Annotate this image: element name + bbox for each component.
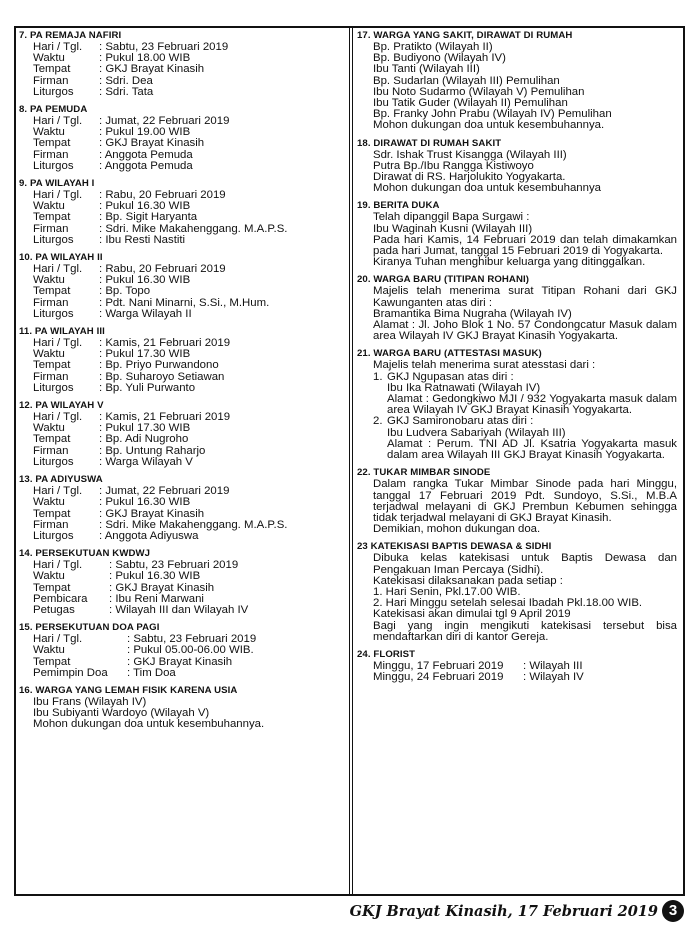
section-s14 [19,548,345,616]
row-label: Hari / Tgl. [33,263,83,276]
row-label: Minggu, 24 Februari 2019 [373,671,504,684]
row-label: Firman [33,444,69,457]
row-value: : Rabu, 20 Februari 2019 [99,263,226,276]
row-label: Hari / Tgl. [33,41,83,53]
row-label: Tempat [33,359,71,372]
schedule-row [19,64,345,75]
row-label: Liturgos [33,85,74,98]
section-s22-title: 22. TUKAR MIMBAR SINODE [357,467,491,479]
row-value: : Pukul 16.30 WIB [99,274,191,287]
text-line: Bp. Budiyono (Wilayah IV) [373,52,506,65]
row-label: Liturgos [33,307,74,320]
paragraph: Katekisasi akan dimulai tgl 9 April 2019 [373,608,571,621]
left-column [19,30,345,737]
row-value: : Pukul 16.30 WIB [99,496,191,509]
paragraph: Ibu Waginah Kusni (Wilayah III) [373,222,533,235]
text-line: Ibu Tatik Guder (Wilayah II) Pemulihan [373,97,568,110]
section-s19-title: 19. BERITA DUKA [357,200,440,212]
row-value: : Bp. Sigit Haryanta [99,211,198,224]
section-s20-title: 20. WARGA BARU (TITIPAN ROHANI) [357,274,530,286]
schedule-row [19,309,345,320]
row-value: : Pukul 18.00 WIB [99,52,191,65]
section-s24-title: 24. FLORIST [357,648,416,660]
row-value: : Bp. Yuli Purwanto [99,381,196,394]
schedule-row [19,360,345,371]
row-value: : Pdt. Nani Minarni, S.Si., M.Hum. [99,296,270,309]
schedule-row [19,497,345,508]
row-value: : Sdri. Mike Makahenggang. M.A.P.S. [99,222,288,235]
section-s10 [19,252,345,320]
schedule-row [19,138,345,149]
row-label: Firman [33,518,69,531]
row-value: : Rabu, 20 Februari 2019 [99,189,226,202]
row-label: Waktu [33,570,65,583]
row-value: : Jumat, 22 Februari 2019 [99,485,230,498]
row-label: Tempat [33,655,71,668]
text-line: Bp. Pratikto (Wilayah II) [373,41,493,53]
row-label: Pembicara [33,592,88,605]
section-s14-title: 14. PERSEKUTUAN KWDWJ [19,548,151,560]
paragraph: Dalam rangka Tukar Mimbar Sinode pada hari Minggu, tanggal 17 Februari 2019 Pdt. Sundoyo, S.Si., M.B.A terjadwal melayani di GKJ Prembun Kebumen sehingga tidak terjadwal melayani di GKJ Brayat Kinasih. [373,478,677,524]
row-value: : GKJ Brayat Kinasih [99,507,205,520]
item-line: Alamat : Gedongkiwo MJI / 932 Yogyakarta masuk dalam area Wilayah IV GKJ Brayat Kinasih Yogyakarta. [387,393,677,417]
row-label: Waktu [33,200,65,213]
row-label: Liturgos [33,233,74,246]
row-value: : Kamis, 21 Februari 2019 [99,411,231,424]
row-label: Waktu [33,422,65,435]
paragraph: 2. Hari Minggu setelah selesai Ibadah Pkl.18.00 WIB. [373,597,643,610]
item-number: 2. [373,415,383,428]
row-label: Tempat [33,211,71,224]
row-label: Hari / Tgl. [33,411,83,424]
schedule-row [19,571,345,582]
paragraph: Bagi yang ingin mengikuti katekisasi tersebut bisa mendaftarkan diri di kantor Gereja. [373,619,677,643]
paragraph: Majelis telah menerima surat Titipan Rohani dari GKJ Kawunganten atas diri : [373,285,677,309]
schedule-row [19,161,345,172]
text-line: Bp. Sudarlan (Wilayah III) Pemulihan [373,74,560,87]
section-s24 [357,649,677,683]
text-line: Ibu Noto Sudarmo (Wilayah V) Pemulihan [373,85,585,98]
row-label: Firman [33,148,69,161]
section-s13 [19,474,345,542]
row-value: : Ibu Resti Nastiti [99,233,186,246]
section-s12-title: 12. PA WILAYAH V [19,400,104,412]
row-label: Tempat [33,433,71,446]
row-label: Hari / Tgl. [33,115,83,128]
schedule-row [19,645,345,656]
column-divider [349,26,353,896]
row-label: Tempat [33,63,71,76]
row-value: : Anggota Pemuda [99,159,193,172]
item-head: GKJ Samironobaru atas diri : [387,415,534,428]
text-line: Ibu Tanti (Wilayah III) [373,63,480,76]
schedule-row [19,531,345,542]
section-s16-title: 16. WARGA YANG LEMAH FISIK KARENA USIA [19,684,238,696]
schedule-row [19,212,345,223]
row-value: : GKJ Brayat Kinasih [127,655,233,668]
item-body [387,416,677,461]
row-label: Tempat [33,581,71,594]
row-label: Firman [33,296,69,309]
schedule-row [19,605,345,616]
section-s11-title: 11. PA WILAYAH III [19,326,105,338]
text-line: Mohon dukungan doa untuk kesembuhannya [373,182,601,195]
schedule-row [19,457,345,468]
row-label: Hari / Tgl. [33,485,83,498]
text-line: Putra Bp./Ibu Rangga Kistiwoyo [373,159,534,172]
row-label: Minggu, 17 Februari 2019 [373,659,504,672]
row-label: Liturgos [33,529,74,542]
row-value: : Ibu Reni Marwani [109,592,204,605]
section-s19 [357,200,677,268]
row-value: : Pukul 05.00-06.00 WIB. [127,644,254,657]
section-s21-title: 21. WARGA BARU (ATTESTASI MASUK) [357,348,542,360]
row-label: Firman [33,74,69,87]
schedule-row [19,235,345,246]
row-value: : Pukul 17.30 WIB [99,348,191,361]
row-value: : GKJ Brayat Kinasih [109,581,215,594]
row-label: Tempat [33,507,71,520]
row-value: : Warga Wilayah II [99,307,192,320]
section-s16 [19,685,345,731]
row-value: : Pukul 17.30 WIB [99,422,191,435]
section-s7-title: 7. PA REMAJA NAFIRI [19,30,122,41]
section-s17 [357,30,677,132]
row-value: : Bp. Suharoyo Setiawan [99,370,225,383]
schedule-row [19,668,345,679]
list-item [357,372,677,417]
row-label: Waktu [33,274,65,287]
paragraph: Pada hari Kamis, 14 Februari 2019 dan telah dimakamkan pada hari Jumat, tanggal 15 Februari 2019 di Yogyakarta. [373,233,677,258]
row-label: Waktu [33,644,65,657]
paragraph: Kiranya Tuhan menghibur keluarga yang ditinggalkan. [373,256,646,269]
section-s12 [19,400,345,468]
section-s23-title: 23 KATEKISASI BAPTIS DEWASA & SIDHI [357,541,552,553]
section-s21 [357,348,677,461]
paragraph: Bramantika Bima Nugraha (Wilayah IV) [373,307,572,320]
section-s8 [19,104,345,172]
row-value: : Sdri. Dea [99,74,153,87]
row-value: : Warga Wilayah V [99,455,193,468]
item-head: GKJ Ngupasan atas diri : [387,370,514,383]
row-value: : Pukul 16.30 WIB [99,200,191,213]
row-value: : Sdri. Mike Makahenggang. M.A.P.S. [99,518,288,531]
section-s8-title: 8. PA PEMUDA [19,104,88,116]
row-value: : Bp. Untung Raharjo [99,444,206,457]
text-line: Sdr. Ishak Trust Kisangga (Wilayah III) [373,148,567,161]
list-item [357,416,677,461]
schedule-row [19,87,345,98]
text-line: Bp. Franky John Prabu (Wilayah IV) Pemulihan [373,108,612,121]
row-value: : Sabtu, 23 Februari 2019 [127,633,257,646]
item-body [387,372,677,417]
row-value: : Anggota Adiyuswa [99,529,199,542]
text-line: Mohon dukungan doa untuk kesembuhannya. [33,718,265,731]
row-label: Pemimpin Doa [33,666,108,679]
row-label: Liturgos [33,455,74,468]
row-value: : Wilayah IV [523,671,584,684]
row-label: Hari / Tgl. [33,633,83,646]
item-number: 1. [373,370,383,383]
section-s18 [357,138,677,195]
row-label: Hari / Tgl. [33,189,83,202]
footer-title: GKJ Brayat Kinasih, 17 Februari 2019 [349,903,658,920]
paragraph: Alamat : Jl. Joho Blok 1 No. 57 Condongcatur Masuk dalam area Wilayah IV GKJ Brayat Kinasih Yogyakarta. [373,319,677,343]
row-label: Firman [33,222,69,235]
row-value: : Bp. Topo [99,285,151,298]
row-label: Tempat [33,137,71,150]
paragraph: Katekisasi dilaksanakan pada setiap : [373,574,563,587]
section-s9-title: 9. PA WILAYAH I [19,178,95,190]
row-value: : GKJ Brayat Kinasih [99,137,205,150]
schedule-row [357,672,677,683]
schedule-row [19,434,345,445]
schedule-row [19,383,345,394]
text-line: Mohon dukungan doa untuk kesembuhannya. [373,119,605,132]
row-value: : Bp. Adi Nugroho [99,433,189,446]
text-line: Ibu Subiyanti Wardoyo (Wilayah V) [33,707,210,720]
section-s11 [19,326,345,394]
section-s9 [19,178,345,246]
row-value: : Pukul 16.30 WIB [109,570,201,583]
section-s15-title: 15. PERSEKUTUAN DOA PAGI [19,622,160,634]
item-line: Alamat : Perum. TNI AD Jl. Ksatria Yogyakarta masuk dalam area Wilayah III GKJ Brayat Kinasih Yogyakarta. [387,437,677,462]
paragraph: Demikian, mohon dukungan doa. [373,523,541,536]
row-value: : Bp. Priyo Purwandono [99,359,219,372]
row-label: Waktu [33,126,65,139]
row-value: : Anggota Pemuda [99,148,193,161]
section-s18-title: 18. DIRAWAT DI RUMAH SAKIT [357,137,502,149]
row-label: Hari / Tgl. [33,337,83,350]
row-label: Tempat [33,285,71,298]
row-label: Waktu [33,52,65,65]
row-label: Firman [33,370,69,383]
text-line: Dirawat di RS. Harjolukito Yogyakarta. [373,171,566,184]
paragraph: 1. Hari Senin, Pkl.17.00 WIB. [373,585,521,598]
row-value: : Tim Doa [127,666,176,679]
row-label: Waktu [33,496,65,509]
item-line: Ibu Ludvera Sabariyah (Wilayah III) [387,426,566,439]
schedule-row [19,286,345,297]
section-s23 [357,541,677,643]
section-s17-title: 17. WARGA YANG SAKIT, DIRAWAT DI RUMAH [357,30,573,41]
section-s13-title: 13. PA ADIYUSWA [19,474,103,486]
section-s7 [19,30,345,98]
section-s20 [357,274,677,342]
row-label: Liturgos [33,381,74,394]
row-value: : Sabtu, 23 Februari 2019 [109,559,239,572]
row-value: : Kamis, 21 Februari 2019 [99,337,231,350]
row-label: Waktu [33,348,65,361]
section-s10-title: 10. PA WILAYAH II [19,252,103,264]
row-value: : Jumat, 22 Februari 2019 [99,115,230,128]
row-value: : Pukul 19.00 WIB [99,126,191,139]
text-line: Ibu Frans (Wilayah IV) [33,695,147,708]
item-line: Ibu Ika Ratnawati (Wilayah IV) [387,381,541,394]
row-value: : Wilayah III dan Wilayah IV [109,603,249,616]
paragraph: Telah dipanggil Bapa Surgawi : [373,211,530,224]
row-value: : Sdri. Tata [99,85,154,98]
section-s22 [357,467,677,535]
row-value: : Sabtu, 23 Februari 2019 [99,41,229,53]
row-label: Hari / Tgl. [33,559,83,572]
section-s15 [19,622,345,679]
row-label: Petugas [33,603,75,616]
paragraph: Majelis telah menerima surat atesstasi dari : [373,359,596,372]
paragraph: Dibuka kelas katekisasi untuk Baptis Dewasa dan Pengakuan Iman Percaya (Sidhi). [373,552,677,576]
row-label: Liturgos [33,159,74,172]
page-number: 3 [662,900,684,922]
row-value: : Wilayah III [523,659,583,672]
row-value: : GKJ Brayat Kinasih [99,63,205,76]
right-column [357,30,677,689]
